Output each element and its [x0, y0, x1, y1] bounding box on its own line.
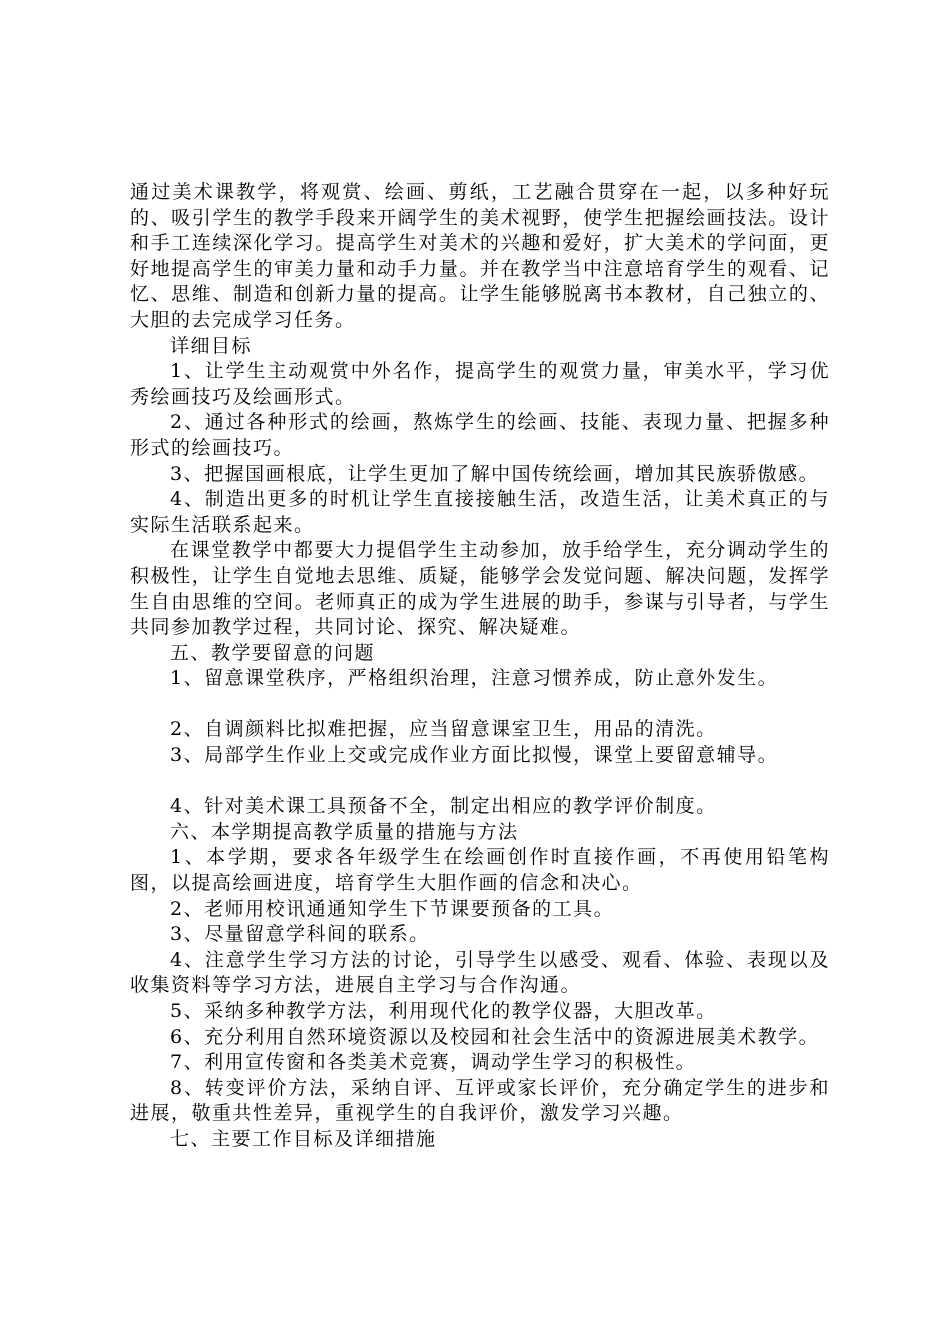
section-heading-five: 五、教学要留意的问题 [170, 641, 376, 664]
measure-item-1: 1、本学期，要求各年级学生在绘画创作时直接作画，不再使用铅笔构图，以提高绘画进度，培育学生大胆作画的信念和决心。 [130, 846, 830, 895]
goal-item-3: 3、把握国画根底，让学生更加了解中国传统绘画，增加其民族骄傲感。 [170, 462, 820, 485]
section-heading-seven: 七、主要工作目标及详细措施 [170, 1127, 437, 1150]
goal-item-2: 2、通过各种形式的绘画，熬炼学生的绘画、技能、表现力量、把握多种形式的绘画技巧。 [130, 411, 830, 459]
measure-item-3: 3、尽量留意学科间的联系。 [170, 923, 430, 946]
issue-item-2: 2、自调颜料比拟难把握，应当留意课室卫生，用品的清洗。 [170, 718, 717, 741]
issue-item-1: 1、留意课堂秩序，严格组织治理，注意习惯养成，防止意外发生。 [170, 667, 779, 690]
issue-item-4: 4、针对美术课工具预备不全，制定出相应的教学评价制度。 [170, 795, 717, 818]
section-heading-six: 六、本学期提高教学质量的措施与方法 [170, 820, 519, 843]
goal-item-4: 4、制造出更多的时机让学生直接接触生活，改造生活，让美术真正的与实际生活联系起来。 [130, 488, 830, 536]
measure-item-8: 8、转变评价方法，采纳自评、互评或家长评价，充分确定学生的进步和进展，敬重共性差异，重视学生的自我评价，激发学习兴趣。 [130, 1076, 830, 1125]
measure-item-7: 7、利用宣传窗和各类美术竞赛，调动学生学习的积极性。 [170, 1051, 697, 1074]
section-heading-detailed-goals: 详细目标 [170, 334, 253, 357]
measure-item-2: 2、老师用校讯通通知学生下节课要预备的工具。 [170, 897, 615, 920]
measure-item-4: 4、注意学生学习方法的讨论，引导学生以感受、观看、体验、表现以及收集资料等学习方法，进展自主学习与合作沟通。 [130, 948, 830, 997]
blank-line [130, 692, 830, 718]
document-body [130, 180, 830, 1153]
intro-paragraph: 通过美术课教学，将观赏、绘画、剪纸，工艺融合贯穿在一起，以多种好玩的、吸引学生的教学手段来开阔学生的美术视野，使学生把握绘画技法。设计和手工连续深化学习。提高学生对美术的兴趣和爱好，扩大美术的学问面，更好地提高学生的审美力量和动手力量。并在教学当中注意培育学生的观看、记忆、思维、制造和创新力量的提高。让学生能够脱离书本教材，自己独立的、大胆的去完成学习任务。 [130, 181, 830, 331]
goal-item-1: 1、让学生主动观赏中外名作，提高学生的观赏力量，审美水平，学习优秀绘画技巧及绘画形式。 [130, 360, 830, 408]
measure-item-5: 5、采纳多种教学方法，利用现代化的教学仪器，大胆改革。 [170, 1000, 717, 1022]
blank-line [130, 769, 830, 795]
measure-item-6: 6、充分利用自然环境资源以及校园和社会生活中的资源进展美术教学。 [170, 1025, 820, 1048]
issue-item-3: 3、局部学生作业上交或完成作业方面比拟慢，课堂上要留意辅导。 [170, 744, 779, 767]
classroom-paragraph: 在课堂教学中都要大力提倡学生主动参加，放手给学生，充分调动学生的积极性，让学生自觉地去思维、质疑，能够学会发觉问题、解决问题，发挥学生自由思维的空间。老师真正的成为学生进展的助手，参谋与引导者，与学生共同参加教学过程，共同讨论、探究、解决疑难。 [130, 539, 830, 639]
